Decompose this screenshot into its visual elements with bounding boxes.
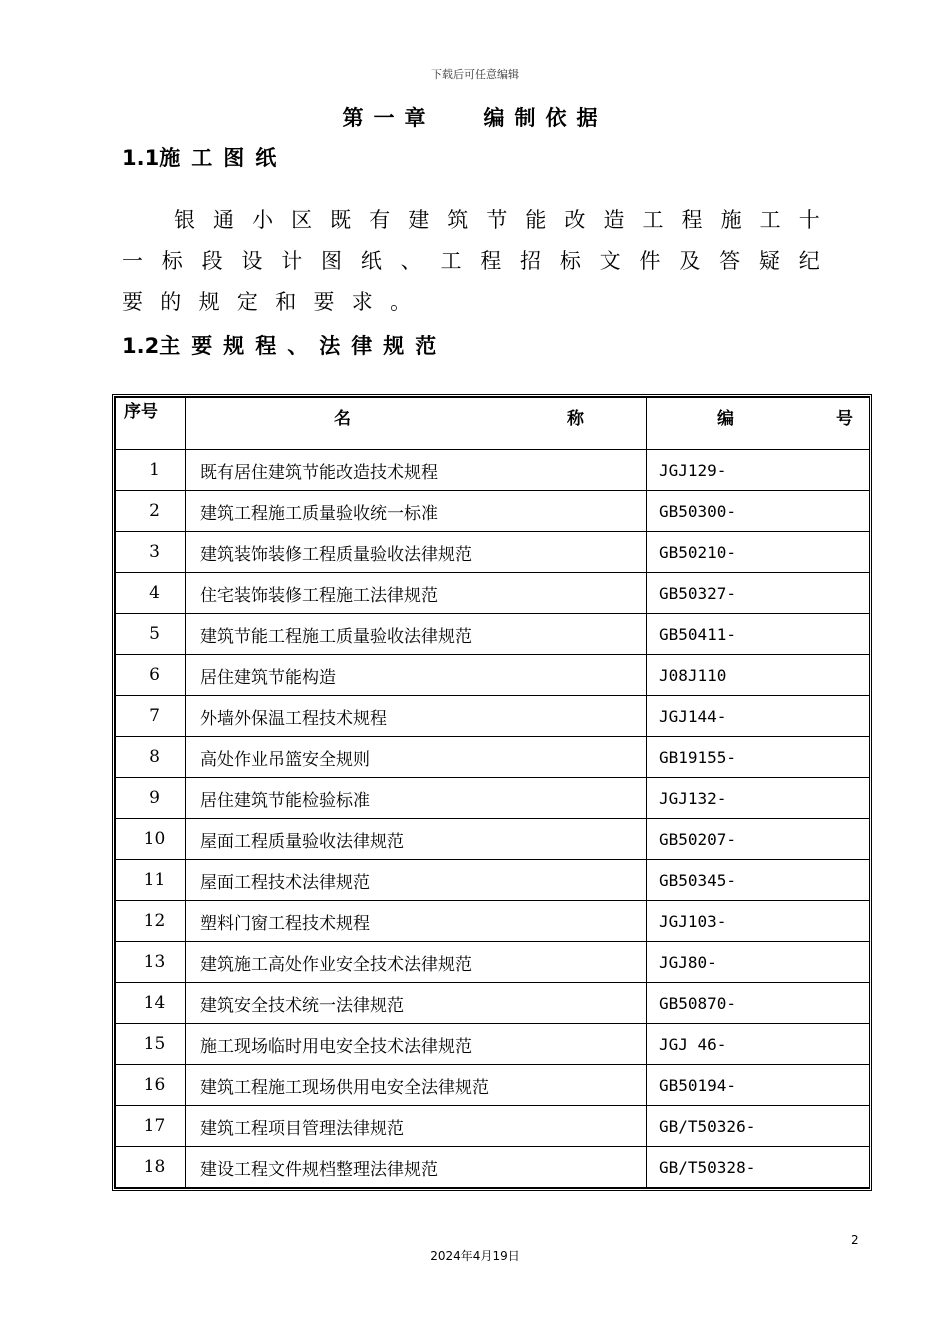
cell-name: 建筑安全技术统一法律规范 <box>186 983 647 1024</box>
cell-name: 屋面工程质量验收法律规范 <box>186 819 647 860</box>
regulations-table <box>112 394 872 1191</box>
page-number: 2 <box>851 1233 859 1247</box>
table-row <box>116 860 870 901</box>
cell-name: 建筑工程项目管理法律规范 <box>186 1106 647 1147</box>
table-row <box>116 778 870 819</box>
cell-seq: 18 <box>116 1147 186 1188</box>
chapter-number: 第一章 <box>342 106 436 130</box>
section-heading-drawings <box>122 142 287 172</box>
table-row <box>116 901 870 942</box>
cell-code: JGJ103- <box>647 901 870 942</box>
table-row <box>116 1147 870 1188</box>
cell-code: GB19155- <box>647 737 870 778</box>
cell-code: JGJ80- <box>647 942 870 983</box>
cell-seq: 7 <box>116 696 186 737</box>
cell-seq: 3 <box>116 532 186 573</box>
cell-seq: 12 <box>116 901 186 942</box>
cell-code: JGJ132- <box>647 778 870 819</box>
cell-name: 高处作业吊篮安全规则 <box>186 737 647 778</box>
chapter-name: 编制依据 <box>483 106 608 130</box>
cell-code: GB/T50328- <box>647 1147 870 1188</box>
header-code: 编号 <box>647 398 870 450</box>
cell-seq: 17 <box>116 1106 186 1147</box>
cell-seq: 2 <box>116 491 186 532</box>
cell-seq: 13 <box>116 942 186 983</box>
cell-seq: 1 <box>116 450 186 491</box>
table-row <box>116 655 870 696</box>
section-heading-regulations <box>122 330 447 360</box>
cell-name: 建设工程文件规档整理法律规范 <box>186 1147 647 1188</box>
cell-code: JGJ 46- <box>647 1024 870 1065</box>
chapter-title <box>0 102 950 132</box>
section-number: 1.2 <box>122 334 160 358</box>
cell-name: 居住建筑节能构造 <box>186 655 647 696</box>
cell-code: GB50870- <box>647 983 870 1024</box>
cell-seq: 6 <box>116 655 186 696</box>
cell-name: 住宅装饰装修工程施工法律规范 <box>186 573 647 614</box>
header-seq: 序号 <box>116 398 186 450</box>
table-row <box>116 450 870 491</box>
cell-code: JGJ129- <box>647 450 870 491</box>
cell-code: GB50300- <box>647 491 870 532</box>
section-title: 主要规程、法律规范 <box>159 334 448 358</box>
cell-code: GB/T50326- <box>647 1106 870 1147</box>
table-row <box>116 491 870 532</box>
table-row <box>116 696 870 737</box>
cell-code: GB50194- <box>647 1065 870 1106</box>
cell-seq: 8 <box>116 737 186 778</box>
table-row <box>116 983 870 1024</box>
table-row <box>116 942 870 983</box>
table-header-row <box>116 398 870 450</box>
cell-name: 塑料门窗工程技术规程 <box>186 901 647 942</box>
cell-seq: 15 <box>116 1024 186 1065</box>
table-row <box>116 614 870 655</box>
cell-seq: 4 <box>116 573 186 614</box>
body-paragraph: 银通小区既有建筑节能改造工程施工十一标段设计图纸、工程招标文件及答疑纪要的规定和要求。 <box>122 208 837 314</box>
footer-date: 2024年4月19日 <box>430 1249 520 1263</box>
table-row <box>116 532 870 573</box>
table-row <box>116 1065 870 1106</box>
table-row <box>116 1106 870 1147</box>
cell-seq: 14 <box>116 983 186 1024</box>
cell-seq: 9 <box>116 778 186 819</box>
cell-name: 建筑施工高处作业安全技术法律规范 <box>186 942 647 983</box>
cell-name: 屋面工程技术法律规范 <box>186 860 647 901</box>
section-number: 1.1 <box>122 146 160 170</box>
cell-name: 建筑工程施工现场供用电安全法律规范 <box>186 1065 647 1106</box>
cell-code: J08J110 <box>647 655 870 696</box>
header-note: 下载后可任意编辑 <box>431 68 519 81</box>
cell-seq: 10 <box>116 819 186 860</box>
cell-name: 居住建筑节能检验标准 <box>186 778 647 819</box>
cell-seq: 16 <box>116 1065 186 1106</box>
cell-code: JGJ144- <box>647 696 870 737</box>
cell-code: GB50207- <box>647 819 870 860</box>
table-row <box>116 573 870 614</box>
header-name: 名称 <box>186 398 647 450</box>
table-row <box>116 819 870 860</box>
cell-code: GB50345- <box>647 860 870 901</box>
table-row <box>116 737 870 778</box>
cell-name: 建筑节能工程施工质量验收法律规范 <box>186 614 647 655</box>
cell-name: 建筑工程施工质量验收统一标准 <box>186 491 647 532</box>
cell-seq: 11 <box>116 860 186 901</box>
cell-name: 建筑装饰装修工程质量验收法律规范 <box>186 532 647 573</box>
table-row <box>116 1024 870 1065</box>
cell-code: GB50327- <box>647 573 870 614</box>
cell-seq: 5 <box>116 614 186 655</box>
cell-name: 施工现场临时用电安全技术法律规范 <box>186 1024 647 1065</box>
cell-name: 既有居住建筑节能改造技术规程 <box>186 450 647 491</box>
cell-code: GB50210- <box>647 532 870 573</box>
cell-name: 外墙外保温工程技术规程 <box>186 696 647 737</box>
cell-code: GB50411- <box>647 614 870 655</box>
section-title: 施工图纸 <box>159 146 288 170</box>
